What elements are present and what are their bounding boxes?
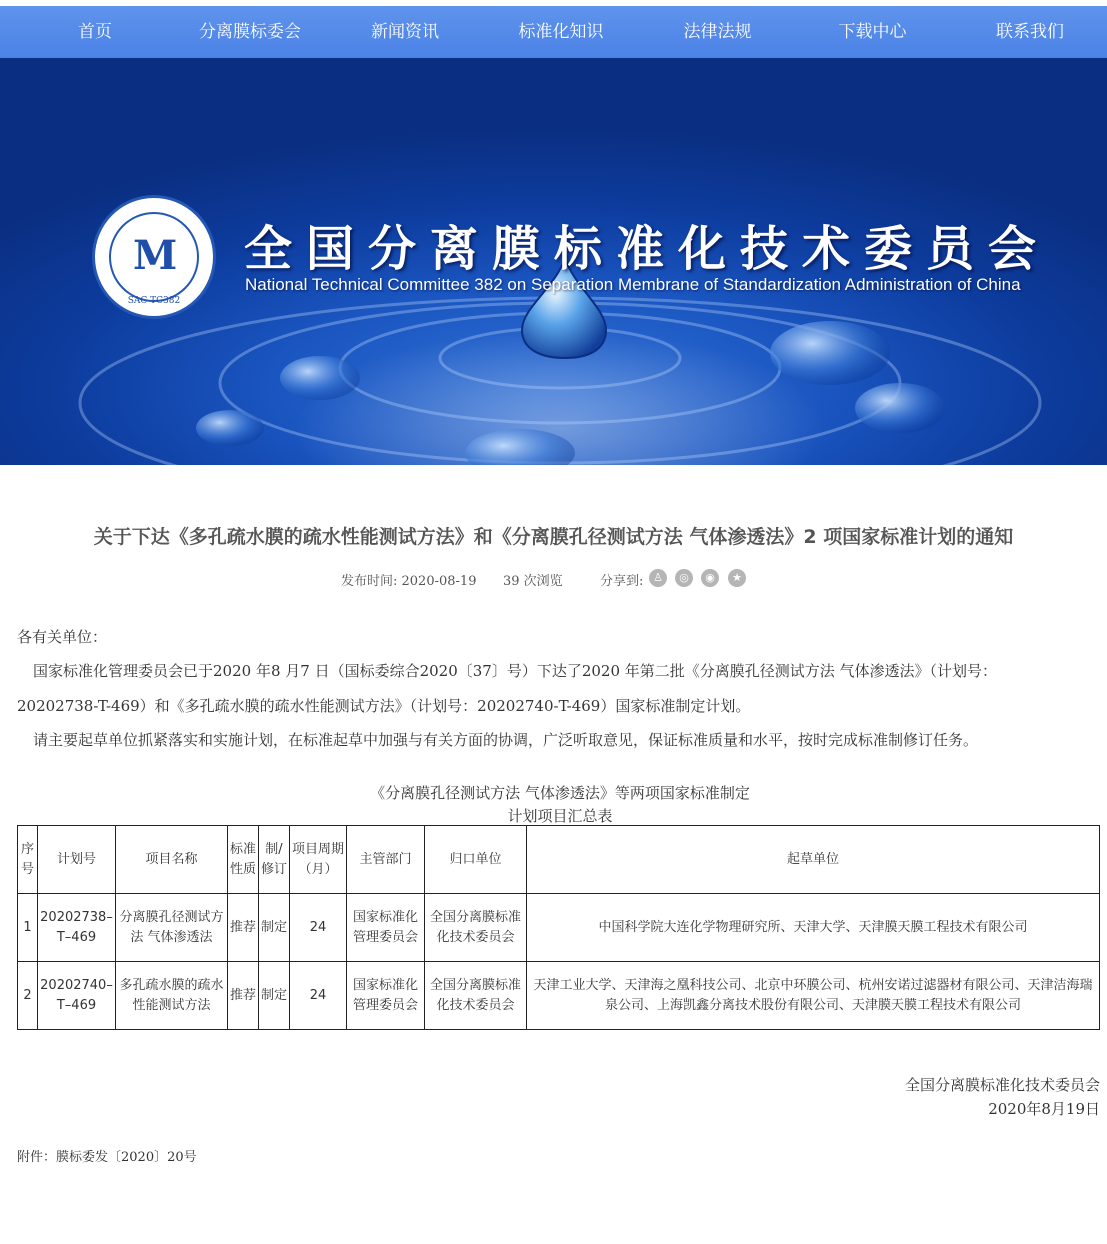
top-nav bbox=[0, 6, 1107, 58]
cell-dept: 国家标准化管理委员会 bbox=[347, 894, 425, 962]
cell-plan-no: 20202738–T–469 bbox=[38, 894, 116, 962]
weibo-icon[interactable]: ◉ bbox=[701, 569, 719, 587]
paragraph-2: 请主要起草单位抓紧落实和实施计划，在标准起草中加强与有关方面的协调，广泛听取意见，保证标准质量和水平，按时完成标准制修订任务。 bbox=[33, 731, 979, 749]
signature-org: 全国分离膜标准化技术委员会 bbox=[904, 1076, 1100, 1094]
paragraph-1-line-2: 20202738-T-469）和《多孔疏水膜的疏水性能测试方法》（计划号：20202740-T-469）国家标准制定计划。 bbox=[17, 697, 751, 715]
table-caption-line-2: 计划项目汇总表 bbox=[507, 807, 613, 825]
paragraph-1-line-1: 国家标准化管理委员会已于2020 年8 月7 日（国标委综合2020〔37〕号）下达了2020 年第二批《分离膜孔径测试方法 气体渗透法》（计划号： bbox=[33, 662, 998, 680]
nav-home[interactable]: 首页 bbox=[78, 22, 112, 42]
attachment-link[interactable]: 附件：膜标委发〔2020〕20号 bbox=[17, 1150, 197, 1165]
cell-plan-no: 20202740–T–469 bbox=[38, 962, 116, 1030]
nav-downloads[interactable]: 下载中心 bbox=[838, 22, 907, 42]
header-name: 项目名称 bbox=[116, 826, 228, 894]
committee-logo bbox=[92, 195, 216, 319]
nav-laws[interactable]: 法律法规 bbox=[683, 22, 752, 42]
cell-nature: 推荐 bbox=[228, 962, 259, 1030]
qzone-icon[interactable]: ★ bbox=[728, 569, 746, 587]
qq-icon[interactable]: ♙ bbox=[649, 569, 667, 587]
header-banner bbox=[0, 58, 1107, 465]
plan-summary-table bbox=[17, 825, 1100, 1030]
header-plan-no: 计划号 bbox=[38, 826, 116, 894]
header-no: 序号 bbox=[18, 826, 38, 894]
cell-nature: 推荐 bbox=[228, 894, 259, 962]
header-dept: 主管部门 bbox=[347, 826, 425, 894]
site-subtitle: National Technical Committee 382 on Separation Membrane of Standardization Administration of China bbox=[245, 275, 1021, 294]
header-period: 项目周期（月） bbox=[290, 826, 347, 894]
cell-no: 1 bbox=[18, 894, 38, 962]
cell-period: 24 bbox=[290, 962, 347, 1030]
table-row bbox=[18, 962, 1100, 1030]
logo-m-icon: M bbox=[133, 232, 178, 279]
cell-drafters: 天津工业大学、天津海之凰科技公司、北京中环膜公司、杭州安诺过滤器材有限公司、天津洁海瑞泉公司、上海凯鑫分离技术股份有限公司、天津膜天膜工程技术有限公司 bbox=[527, 962, 1100, 1030]
cell-type: 制定 bbox=[259, 962, 290, 1030]
table-row bbox=[18, 894, 1100, 962]
article-meta bbox=[0, 568, 1107, 590]
article-title: 关于下达《多孔疏水膜的疏水性能测试方法》和《分离膜孔径测试方法 气体渗透法》2 项国家标准计划的通知 bbox=[93, 526, 1014, 548]
logo-code: SAC TC382 bbox=[127, 296, 181, 306]
publish-date: 发布时间: 2020-08-19 bbox=[341, 574, 477, 589]
nav-news[interactable]: 新闻资讯 bbox=[371, 22, 439, 42]
signature-date: 2020年8月19日 bbox=[988, 1100, 1100, 1118]
cell-no: 2 bbox=[18, 962, 38, 1030]
header-type: 制/修订 bbox=[259, 826, 290, 894]
cell-unit: 全国分离膜标准化技术委员会 bbox=[425, 962, 527, 1030]
site-title: 全国分离膜标准化技术委员会 bbox=[244, 221, 1051, 277]
cell-unit: 全国分离膜标准化技术委员会 bbox=[425, 894, 527, 962]
header-nature: 标准性质 bbox=[228, 826, 259, 894]
cell-period: 24 bbox=[290, 894, 347, 962]
share-label: 分享到: bbox=[600, 574, 644, 589]
table-header-row bbox=[18, 826, 1100, 894]
cell-type: 制定 bbox=[259, 894, 290, 962]
nav-committee[interactable]: 分离膜标委会 bbox=[199, 22, 301, 42]
wechat-icon[interactable]: ◎ bbox=[675, 569, 693, 587]
greeting: 各有关单位： bbox=[17, 628, 108, 646]
cell-name: 多孔疏水膜的疏水性能测试方法 bbox=[116, 962, 228, 1030]
cell-dept: 国家标准化管理委员会 bbox=[347, 962, 425, 1030]
header-drafters: 起草单位 bbox=[527, 826, 1100, 894]
table-caption-line-1: 《分离膜孔径测试方法 气体渗透法》等两项国家标准制定 bbox=[370, 784, 750, 802]
cell-name: 分离膜孔径测试方法 气体渗透法 bbox=[116, 894, 228, 962]
nav-standard-knowledge[interactable]: 标准化知识 bbox=[518, 22, 604, 42]
cell-drafters: 中国科学院大连化学物理研究所、天津大学、天津膜天膜工程技术有限公司 bbox=[527, 894, 1100, 962]
header-unit: 归口单位 bbox=[425, 826, 527, 894]
nav-contact[interactable]: 联系我们 bbox=[996, 22, 1064, 42]
view-count: 39 次浏览 bbox=[503, 574, 563, 589]
